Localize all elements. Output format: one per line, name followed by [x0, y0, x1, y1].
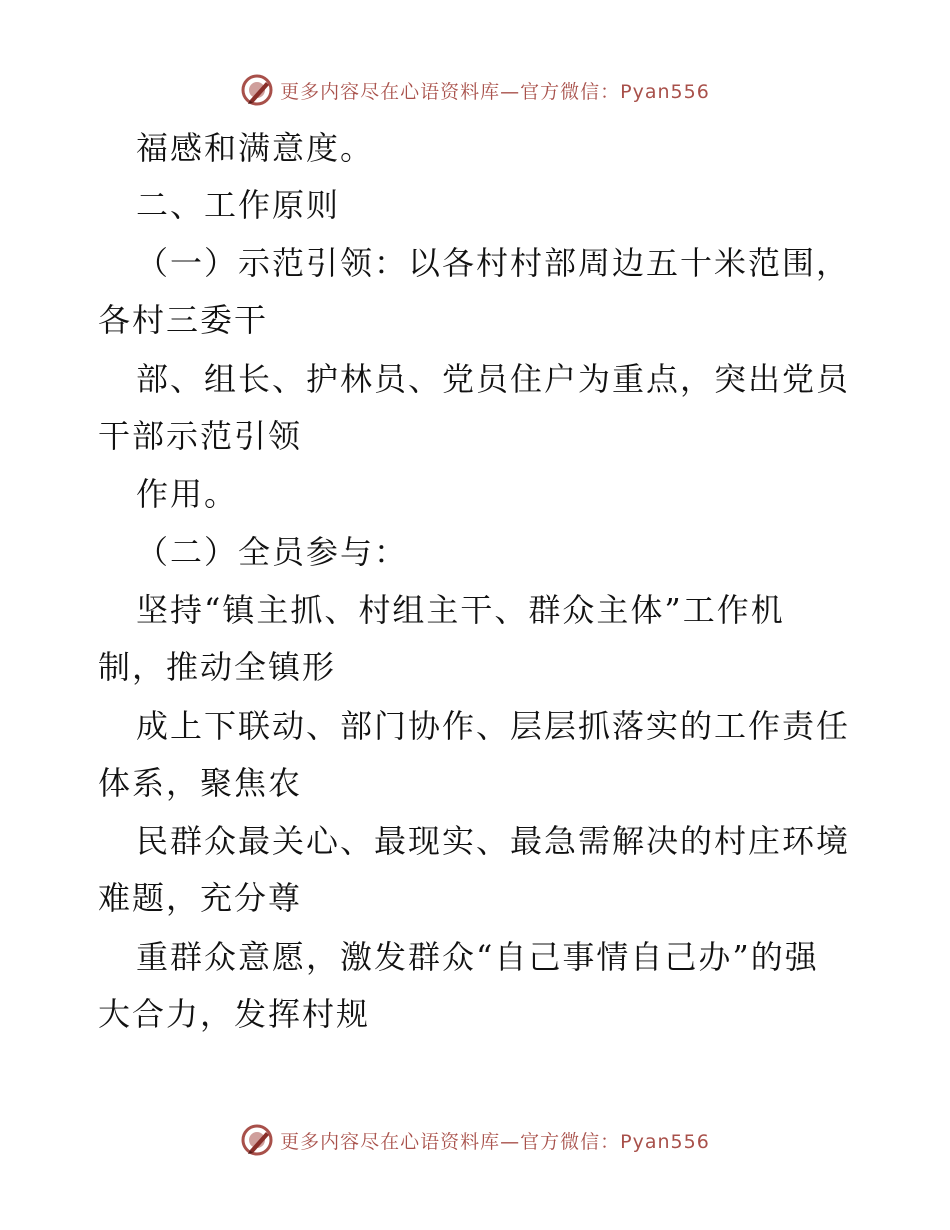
- header-watermark: [0, 70, 950, 110]
- footer-watermark: [0, 1120, 950, 1160]
- text-line: 民群众最关心、最现实、最急需解决的村庄环境: [136, 822, 851, 860]
- text-line: 重群众意愿，激发群众“自己事情自己办”的强: [136, 938, 819, 976]
- header-watermark-text: 更多内容尽在心语资料库—官方微信：Pyan556: [280, 80, 710, 103]
- pen-logo-icon: [240, 73, 274, 107]
- section-heading: 二、工作原则: [136, 186, 341, 224]
- text-line: （一）示范引领：以各村村部周边五十米范围，: [136, 244, 851, 282]
- text-line: 各村三委干: [98, 301, 269, 339]
- text-line: 大合力，发挥村规: [98, 995, 371, 1033]
- text-line: 体系，聚焦农: [98, 764, 303, 802]
- footer-watermark-text: 更多内容尽在心语资料库—官方微信：Pyan556: [280, 1130, 710, 1153]
- text-line: 制，推动全镇形: [98, 648, 337, 686]
- text-line: 坚持“镇主抓、村组主干、群众主体”工作机: [136, 591, 785, 629]
- text-line: 作用。: [136, 475, 239, 513]
- text-line: 福感和满意度。: [136, 129, 375, 167]
- text-line: 部、组长、护林员、党员住户为重点，突出党员: [136, 360, 851, 398]
- pen-logo-icon: [240, 1123, 274, 1157]
- text-line: （二）全员参与：: [136, 533, 409, 571]
- text-line: 难题，充分尊: [98, 879, 303, 917]
- text-line: 干部示范引领: [98, 417, 303, 455]
- text-line: 成上下联动、部门协作、层层抓落实的工作责任: [136, 707, 851, 745]
